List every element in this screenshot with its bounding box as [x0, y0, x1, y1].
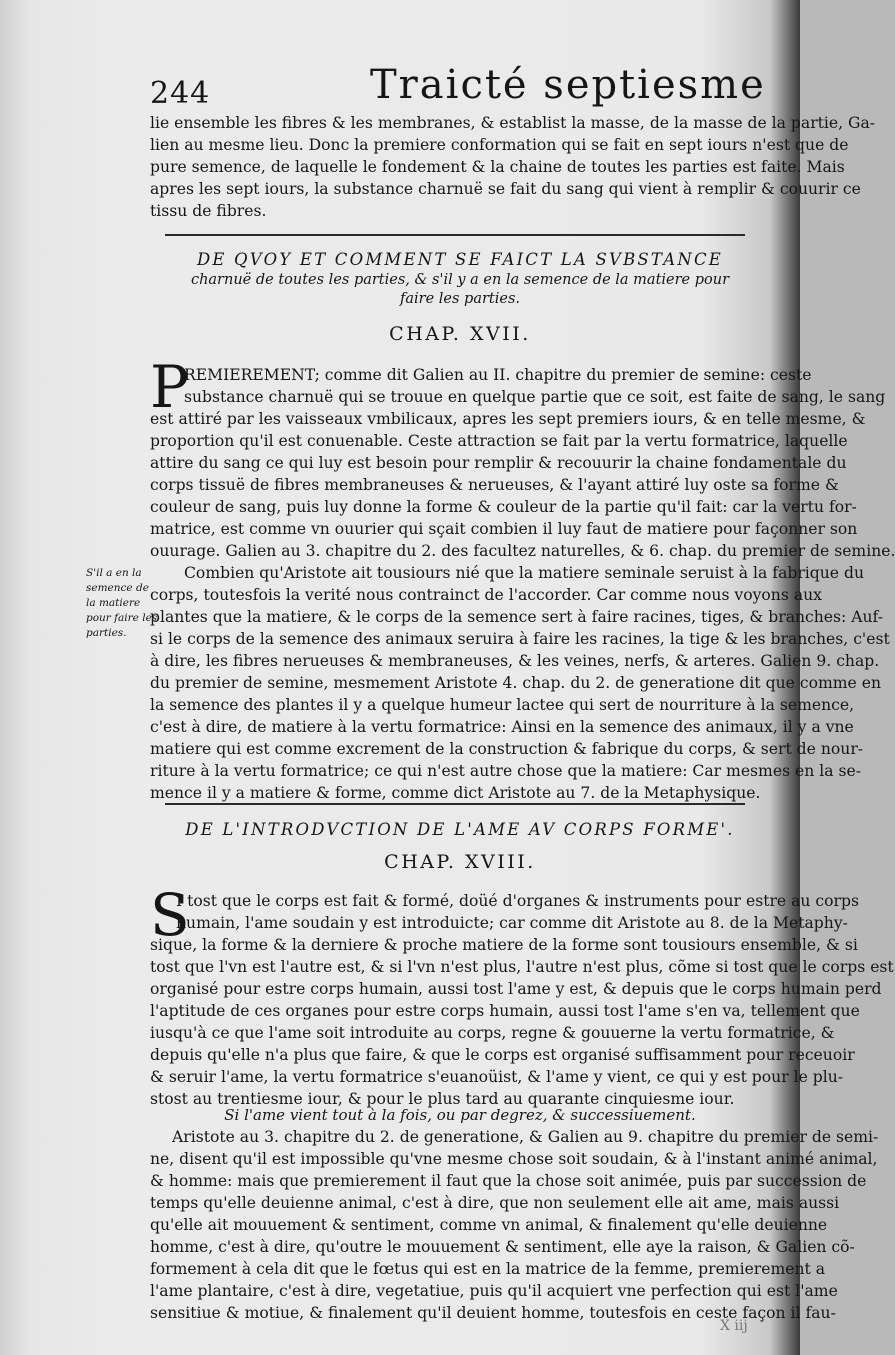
text-line: ne, disent qu'il est impossible qu'vne mesme chose soit soudain, & à l'instant animé animal, [150, 1150, 878, 1168]
text-line: stost au trentiesme iour, & pour le plus tard au quarante cinquiesme iour. [150, 1090, 735, 1108]
margin-note-line: parties. [86, 627, 127, 639]
text-line: corps tissuë de fibres membraneuses & nerueuses, & l'ayant attiré luy oste sa forme & [150, 476, 839, 494]
text-line: l'ame plantaire, c'est à dire, vegetatiue, puis qu'il acquiert vne perfection qui est l'ame [150, 1282, 838, 1300]
text-line: I tost que le corps est fait & formé, doüé d'organes & instruments pour estre au corps [176, 892, 859, 910]
text-line: tissu de fibres. [150, 202, 267, 220]
text-line: humain, l'ame soudain y est introduicte; car comme dit Aristote au 8. de la Metaphy- [176, 914, 848, 932]
text-line: Combien qu'Aristote ait tousiours nié que la matiere seminale seruist à la fabrique du [184, 564, 865, 582]
text-line: corps, toutesfois la verité nous contrainct de l'accorder. Car comme nous voyons aux [150, 586, 822, 604]
section17-heading: DE QVOY ET COMMENT SE FAICT LA SVBSTANCE [196, 250, 724, 269]
text-line: iusqu'à ce que l'ame soit introduite au corps, regne & gouuerne la vertu formatrice, & [150, 1024, 835, 1042]
text-line: lien au mesme lieu. Donc la premiere conformation qui se fait en sept iours n'est que de [150, 136, 849, 154]
text-line: si le corps de la semence des animaux seruira à faire les racines, la tige & les branches, c'est [150, 630, 890, 648]
chapter-17-title: CHAP. XVII. [389, 323, 531, 345]
text-line: riture à la vertu formatrice; ce qui n'est autre chose que la matiere: Car mesmes en la se- [150, 762, 862, 780]
running-title: Traicté septiesme [370, 62, 766, 108]
section18-body-continued [150, 1126, 879, 1324]
text-line: lie ensemble les fibres & les membranes, & establist la masse, de la masse de la partie, Ga- [150, 114, 876, 132]
text-line: à dire, les fibres nerueuses & membraneuses, & les veines, nerfs, & arteres. Galien 9. chap. [150, 652, 880, 670]
text-line: du premier de semine, mesmement Aristote 4. chap. du 2. de generatione dit que comme en [150, 674, 881, 692]
margin-note-line: semence de [86, 582, 149, 594]
text-line: temps qu'elle deuienne animal, c'est à dire, que non seulement elle ait ame, mais aussi [150, 1194, 840, 1212]
text-line: attire du sang ce qui luy est besoin pour remplir & recouurir la chaine fondamentale du [150, 454, 847, 472]
text-line: c'est à dire, de matiere à la vertu formatrice: Ainsi en la semence des animaux, il y a vne [150, 718, 854, 736]
text-line: sique, la forme & la derniere & proche matiere de la forme sont tousiours ensemble, & si [150, 936, 858, 954]
text-line: REMIEREMENT; comme dit Galien au II. chapitre du premier de semine: ceste [184, 366, 812, 384]
text-line: ouurage. Galien au 3. chapitre du 2. des facultez naturelles, & 6. chap. du premier de semine. [150, 542, 895, 560]
text-line: formement à cela dit que le fœtus qui est en la matrice de la femme, premierement a [150, 1260, 826, 1278]
signature-mark: X iij [720, 1318, 748, 1334]
text-line: substance charnuë qui se trouue en quelque partie que ce soit, est faite de sang, le sang [184, 388, 886, 406]
text-line: est attiré par les vaisseaux vmbilicaux, apres les sept premiers iours, & en telle mesme, & [150, 410, 866, 428]
drop-cap: P [150, 353, 190, 421]
margin-note [86, 566, 156, 641]
text-line: qu'elle ait mouuement & sentiment, comme vn animal, & finalement qu'elle deuienne [150, 1216, 828, 1234]
section17-heading-line2: charnuë de toutes les parties, & s'il y a en la semence de la matiere pour [190, 272, 730, 288]
page-header [150, 62, 770, 110]
section18-heading: DE L'INTRODVCTION DE L'AME AV CORPS FORME'. [185, 820, 735, 839]
text-line: & seruir l'ame, la vertu formatrice s'euanoüist, & l'ame y vient, ce qui y est pour le plu- [150, 1068, 844, 1086]
text-line: la semence des plantes il y a quelque humeur lactee qui sert de nourriture à la semence, [150, 696, 855, 714]
text-line: Aristote au 3. chapitre du 2. de generatione, & Galien au 9. chapitre du premier de semi- [172, 1128, 879, 1146]
text-line: organisé pour estre corps humain, aussi tost l'ame y est, & depuis que le corps humain perd [150, 980, 882, 998]
text-line: tost que l'vn est l'autre est, & si l'vn n'est plus, l'autre n'est plus, cõme si tost que le corps est [150, 958, 894, 976]
section17-heading-line3: faire les parties. [400, 291, 520, 307]
section18-body [150, 890, 894, 1110]
text-line: sensitiue & motiue, & finalement qu'il deuient homme, toutesfois en ceste façon il fau- [150, 1304, 836, 1322]
text-line: & homme: mais que premierement il faut que la chose soit animée, puis par succession de [150, 1172, 867, 1190]
text-line: l'aptitude de ces organes pour estre corps humain, aussi tost l'ame s'en va, tellement que [150, 1002, 860, 1020]
margin-note-line: la matiere [86, 597, 141, 609]
drop-cap: S [150, 881, 190, 949]
text-line: plantes que la matiere, & le corps de la semence sert à faire racines, tiges, & branches: Auf- [150, 608, 884, 626]
text-line: matrice, est comme vn ouurier qui sçait combien il luy faut de matiere pour façonner son [150, 520, 858, 538]
text-line: couleur de sang, puis luy donne la forme & couleur de la partie qu'il fait: car la vertu for- [150, 498, 857, 516]
text-line: homme, c'est à dire, qu'outre le mouuement & sentiment, elle aye la raison, & Galien cõ- [150, 1238, 855, 1256]
text-line: apres les sept iours, la substance charnuë se fait du sang qui vient à remplir & couurir ce [150, 180, 861, 198]
section-divider [165, 234, 745, 236]
text-line: depuis qu'elle n'a plus que faire, & que le corps est organisé suffisamment pour receuoir [150, 1046, 855, 1064]
margin-note-line: S'il a en la [86, 567, 142, 579]
section-divider [165, 803, 745, 805]
margin-note-line: pour faire les [86, 612, 158, 624]
text-line: proportion qu'il est conuenable. Ceste attraction se fait par la vertu formatrice, laquelle [150, 432, 848, 450]
page-number: 244 [150, 76, 211, 111]
text-line: matiere qui est comme excrement de la construction & fabrique du corps, & sert de nour- [150, 740, 864, 758]
text-line: mence il y a matiere & forme, comme dict Aristote au 7. de la Metaphysique. [150, 784, 761, 802]
chapter-18-title: CHAP. XVIII. [384, 851, 536, 873]
section17-body [150, 364, 895, 804]
subheading: Si l'ame vient tout à la fois, ou par degrez, & successiuement. [224, 1106, 696, 1124]
top-paragraph [150, 112, 876, 222]
text-line: pure semence, de laquelle le fondement & la chaine de toutes les parties est faite. Mais [150, 158, 845, 176]
